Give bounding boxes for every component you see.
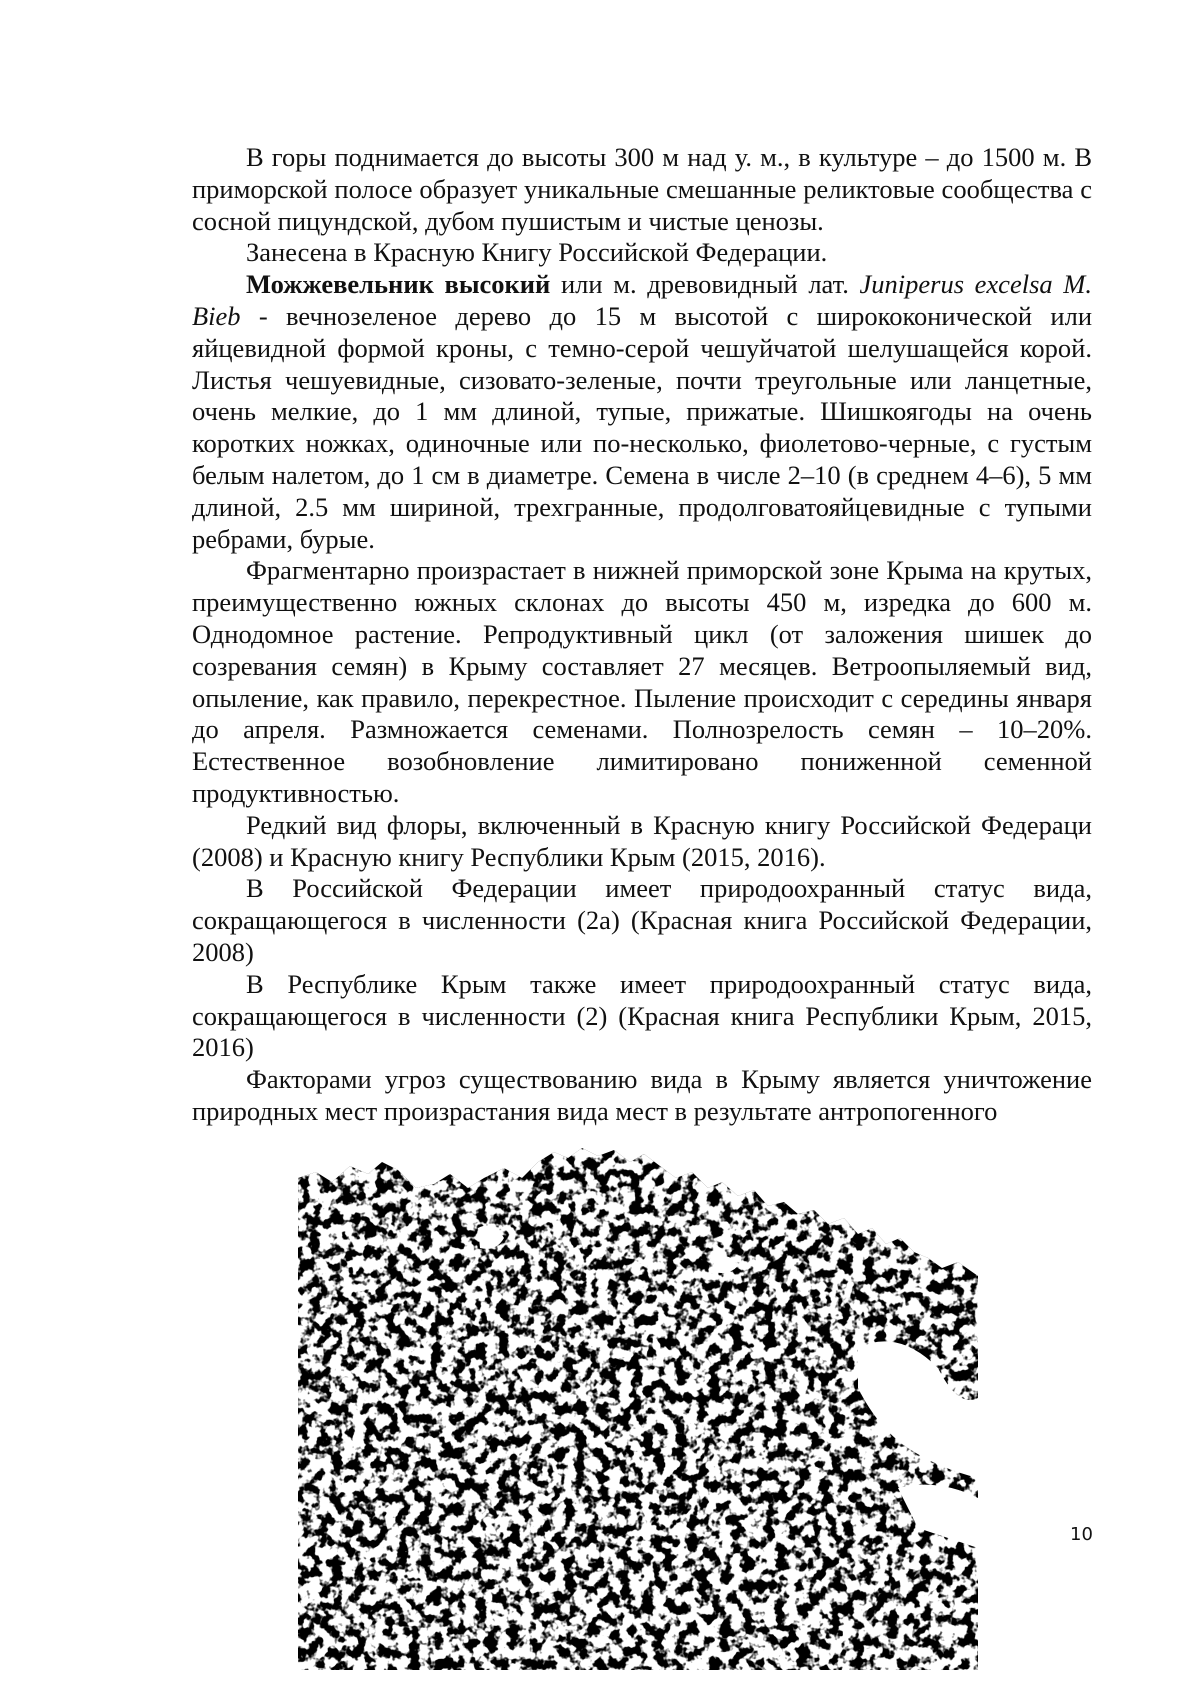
paragraph-threats: Факторами угроз существованию вида в Крыму является уничтожение природных мест произрастания вида мест в результате антропогенного [192, 1064, 1092, 1126]
species-name: Можжевельник высокий [246, 269, 551, 300]
species-alt-name: или м. древовидный лат. [550, 269, 860, 300]
juniper-tree-photo [298, 1148, 978, 1670]
species-latin-name: Juniperus excelsa M. Bieb [192, 269, 1092, 331]
body-text [192, 142, 1092, 1128]
paragraph-red-book-note: Занесена в Красную Книгу Российской Федерации. [246, 237, 828, 268]
paragraph-species-description [192, 269, 1092, 555]
tree-photo-icon [298, 1148, 978, 1670]
page-number: 10 [1070, 1524, 1093, 1545]
species-description-text: - вечнозеленое дерево до 15 м высотой с ширококонической или яйцевидной формой кроны, с темно-серой чешуйчатой шелушащейся корой. Листья чешуевидные, сизовато-зеленые, почти треугольные или ланцетные, очень мелкие, до 1 мм длиной, тупые, прижатые. Шишкоягоды на очень коротких ножках, одиночные или по-несколько, фиолетово-черные, с густым белым налетом, до 1 см в диаметре. Семена в числе 2–10 (в среднем 4–6), 5 мм длиной, 2.5 мм шириной, трехгранные, продолговатояйцевидные с тупыми ребрами, бурые. [192, 300, 1092, 554]
paragraph-rf-status: В Российской Федерации имеет природоохранный статус вида, сокращающегося в численности (2а) (Красная книга Российской Федерации, 2008) [192, 873, 1092, 967]
paragraph-rare-species: Редкий вид флоры, включенный в Красную книгу Российской Федераци (2008) и Красную книгу Республики Крым (2015, 2016). [192, 809, 1092, 872]
paragraph-crimea-status: В Республике Крым также имеет природоохранный статус вида, сокращающегося в численности (2) (Красная книга Республики Крым, 2015, 2016) [192, 968, 1092, 1063]
paragraph-altitude: В горы поднимается до высоты 300 м над у. м., в культуре – до 1500 м. В приморской полосе образует уникальные смешанные реликтовые сообщества с сосной пицундской, дубом пушистым и чистые ценозы. [192, 142, 1092, 236]
paragraph-distribution: Фрагментарно произрастает в нижней приморской зоне Крыма на крутых, преимущественно южных склонах до высоты 450 м, изредка до 600 м. Однодомное растение. Репродуктивный цикл (от заложения шишек до созревания семян) в Крыму составляет 27 месяцев. Ветроопыляемый вид, опыление, как правило, перекрестное. Пыление происходит с середины января до апреля. Размножается семенами. Полнозрелость семян – 10–20%. Естественное возобновление лимитировано пониженной семенной продуктивностью. [192, 555, 1092, 808]
